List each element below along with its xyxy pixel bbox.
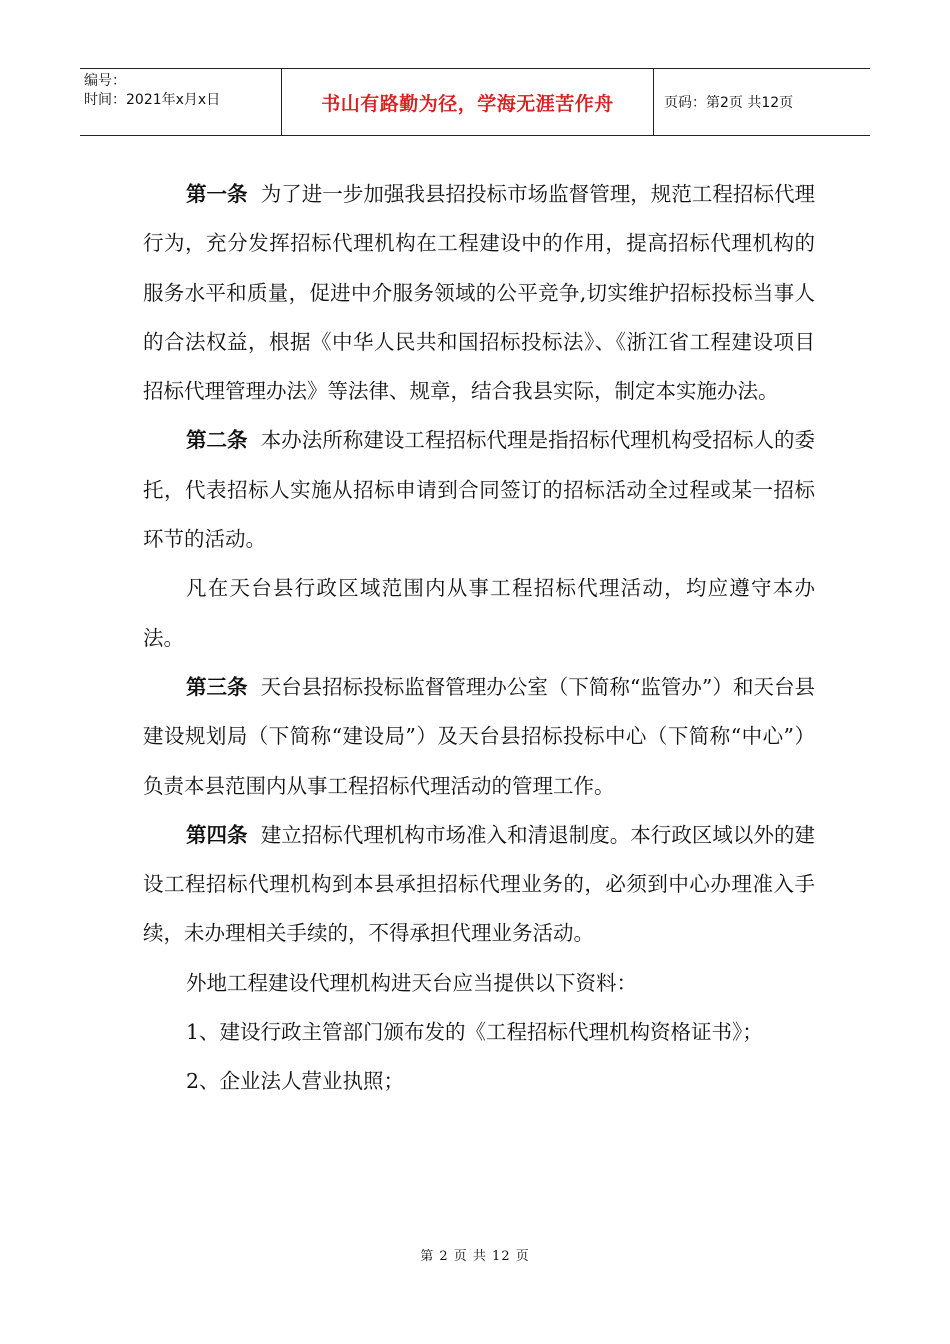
header-motto: 书山有路勤为径，学海无涯苦作舟 xyxy=(282,69,654,135)
paragraph xyxy=(143,170,815,416)
article-number: 第三条 xyxy=(186,674,248,699)
document-header xyxy=(80,68,870,136)
paragraph-text: 1、建设行政主管部门颁布发的《工程招标代理机构资格证书》； xyxy=(186,1020,763,1045)
paragraph-text: 凡在天台县行政区域范围内从事工程招标代理活动，均应遵守本办法。 xyxy=(143,576,815,650)
header-page-info: 页码：第2页 共12页 xyxy=(664,95,794,111)
paragraph-text: 2、企业法人营业执照； xyxy=(186,1069,405,1094)
paragraph xyxy=(143,416,815,564)
header-meta-cell xyxy=(80,69,282,135)
list-item xyxy=(143,1008,815,1057)
paragraph-text: 建立招标代理机构市场准入和清退制度。本行政区域以外的建设工程招标代理机构到本县承担招标代理业务的，必须到中心办理准入手续，未办理相关手续的，不得承担代理业务活动。 xyxy=(143,822,816,946)
paragraph xyxy=(143,811,815,959)
document-date: 时间：2021年x月x日 xyxy=(84,92,221,108)
paragraph-text: 天台县招标投标监督管理办公室（下简称“监管办”）和天台县建设规划局（下简称“建设局”）及天台县招标投标中心（下简称“中心”）负责本县范围内从事工程招标代理活动的管理工作。 xyxy=(143,674,815,798)
article-number: 第四条 xyxy=(186,822,248,847)
article-number: 第二条 xyxy=(186,428,248,453)
list-item xyxy=(143,1057,815,1106)
paragraph xyxy=(143,663,815,811)
article-number: 第一条 xyxy=(186,182,248,206)
paragraph-text: 为了进一步加强我县招投标市场监督管理，规范工程招标代理行为，充分发挥招标代理机构在工程建设中的作用，提高招标代理机构的服务水平和质量，促进中介服务领域的公平竞争,切实维护招标投标当事人的合法权益，根据《中华人民共和国招标投标法》、《浙江省工程建设项目招标代理管理办法》等法律、规章，结合我县实际，制定本实施办法。 xyxy=(143,182,816,404)
paragraph-text: 本办法所称建设工程招标代理是指招标代理机构受招标人的委托，代表招标人实施从招标申请到合同签订的招标活动全过程或某一招标环节的活动。 xyxy=(143,428,816,552)
document-number-label: 编号： xyxy=(84,73,126,89)
page-footer: 第 2 页 共 12 页 xyxy=(420,1249,530,1264)
paragraph-text: 外地工程建设代理机构进天台应当提供以下资料： xyxy=(186,970,637,995)
paragraph xyxy=(143,564,815,663)
paragraph xyxy=(143,959,815,1008)
document-body xyxy=(143,170,815,1107)
